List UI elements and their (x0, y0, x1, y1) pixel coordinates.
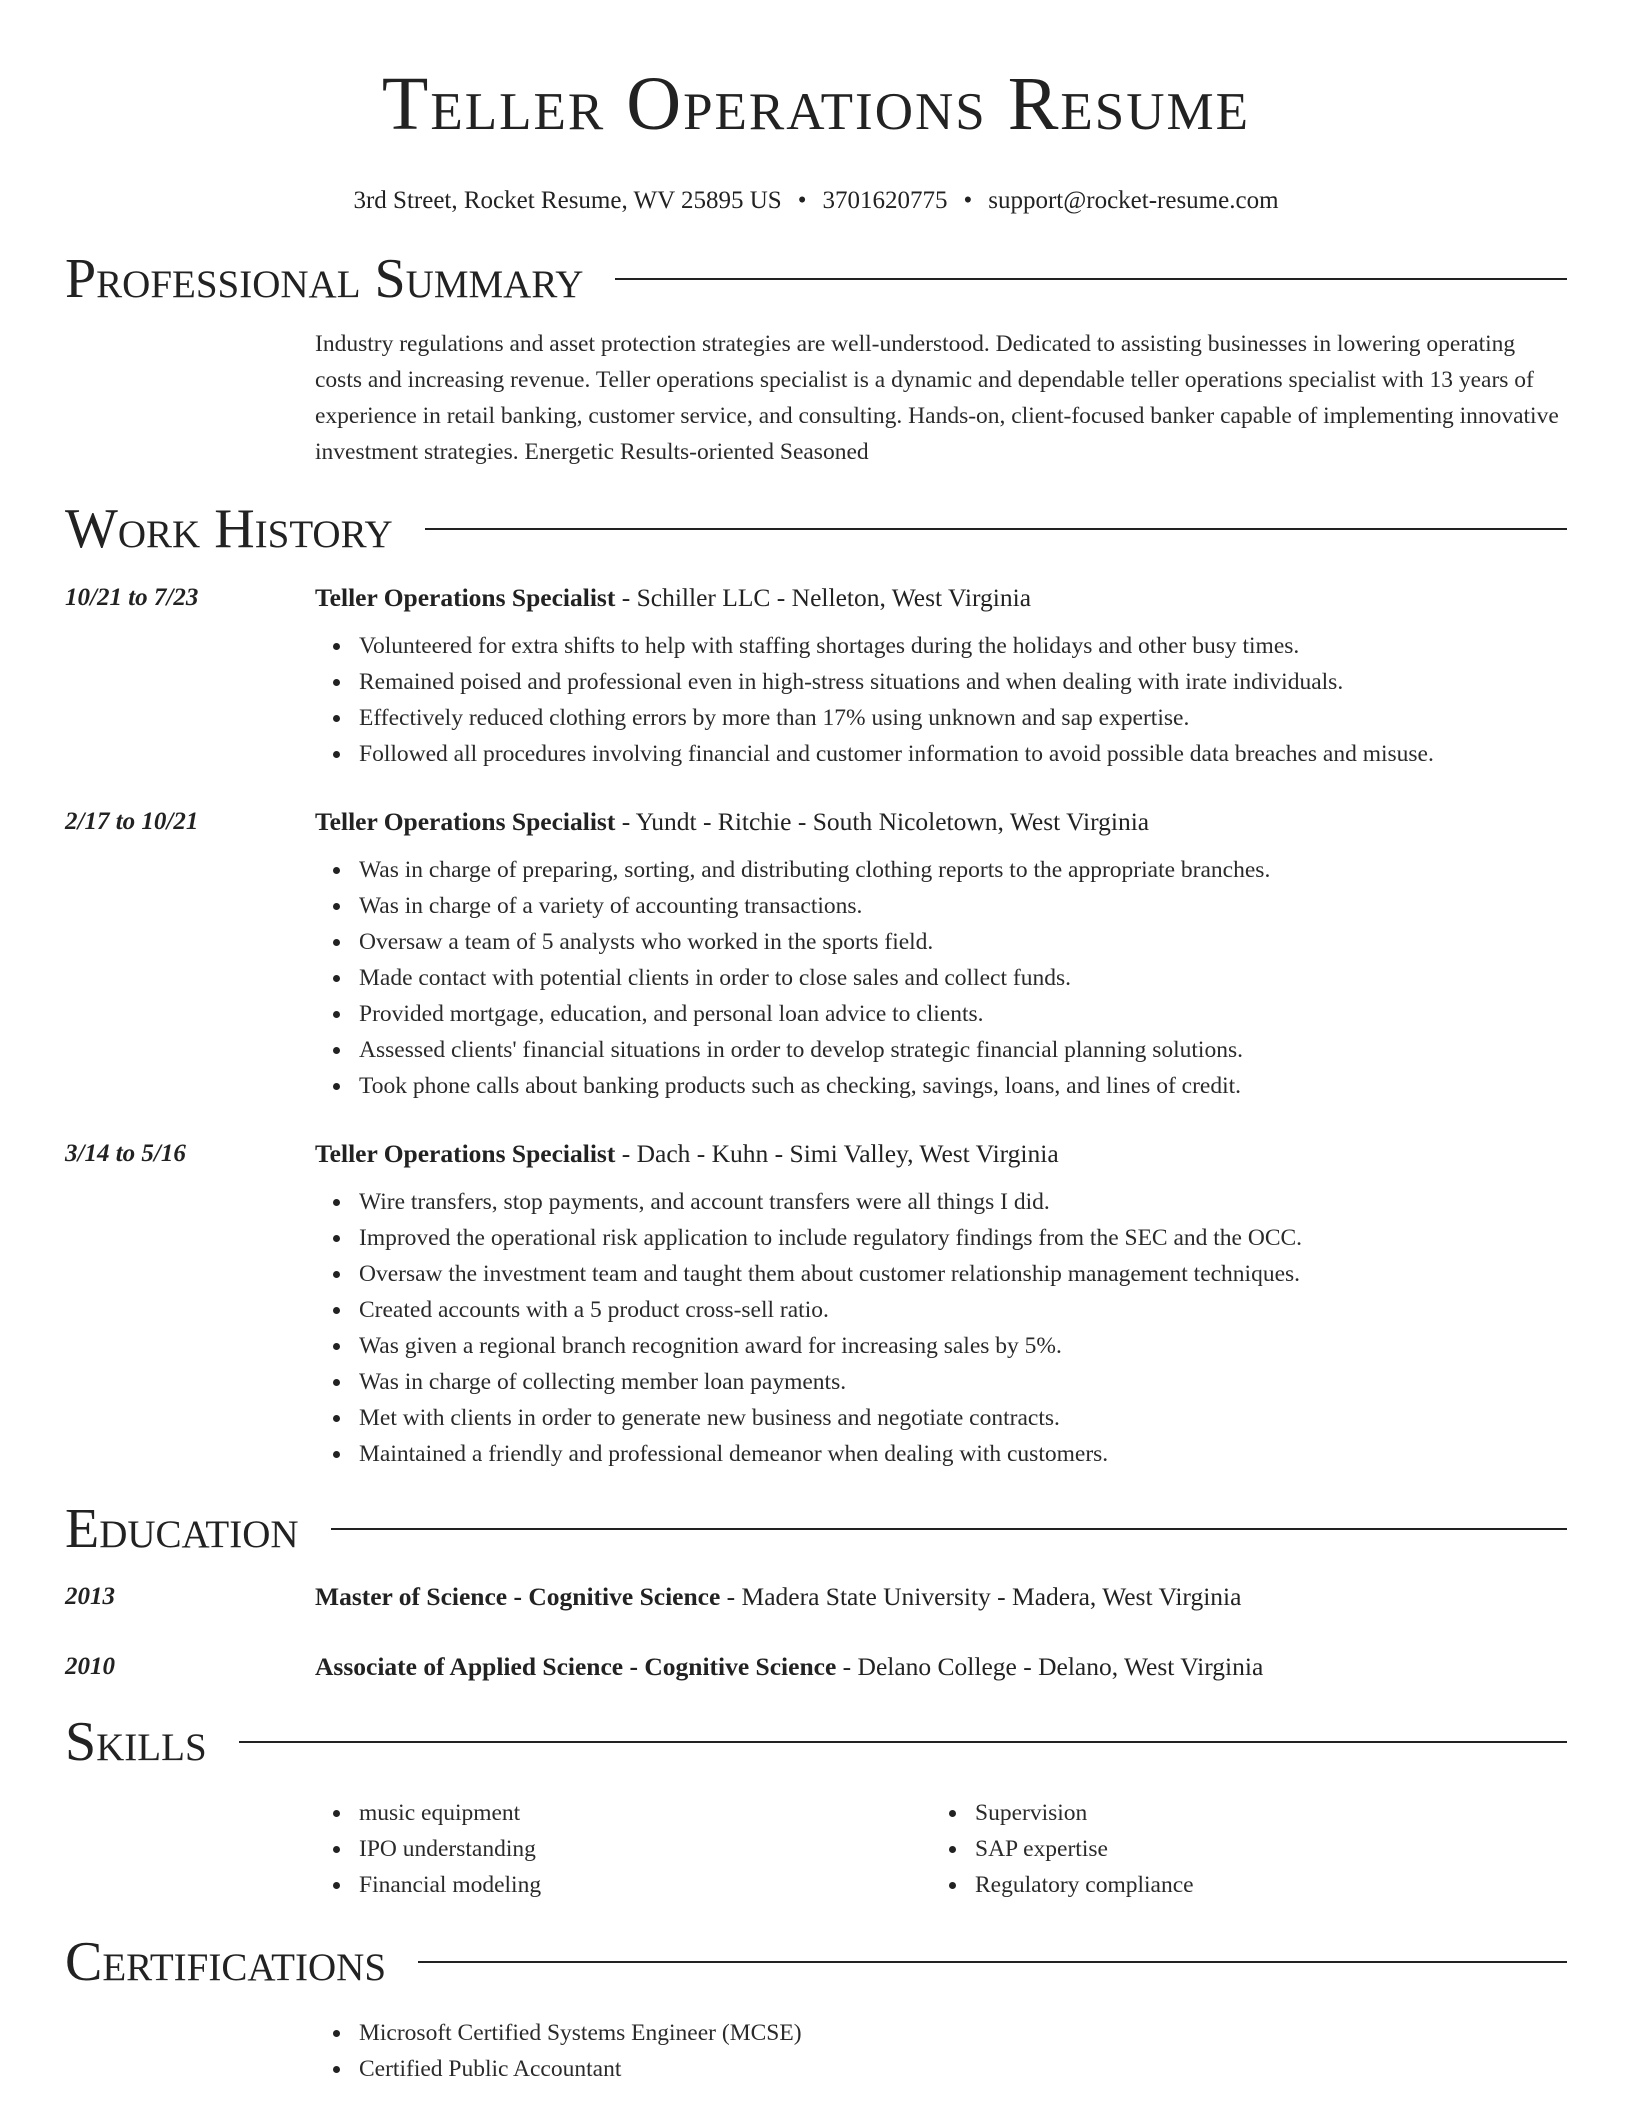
skills-list (931, 1795, 1547, 1903)
list-item: Took phone calls about banking products such as checking, savings, loans, and lines of credit. (359, 1068, 1567, 1104)
list-item: Was in charge of a variety of accounting transactions. (359, 888, 1567, 924)
education-section (65, 1496, 1567, 1683)
education-details: - Delano College - Delano, West Virginia (836, 1652, 1264, 1681)
education-year: 2013 (65, 1583, 115, 1610)
skills-list (315, 1795, 931, 1903)
section-divider (239, 1741, 1567, 1743)
certifications-header (65, 1929, 1567, 1995)
job-details: - Yundt - Ritchie - South Nicoletown, West Virginia (615, 807, 1150, 836)
job-dates: 3/14 to 5/16 (65, 1140, 186, 1167)
section-divider (331, 1528, 1567, 1530)
job-role: Teller Operations Specialist (315, 1139, 616, 1168)
list-item: Oversaw the investment team and taught them about customer relationship management techniques. (359, 1256, 1567, 1292)
job-details: - Schiller LLC - Nelleton, West Virginia (615, 583, 1032, 612)
list-item: Provided mortgage, education, and personal loan advice to clients. (359, 996, 1567, 1032)
job-role: Teller Operations Specialist (315, 583, 616, 612)
job-body (315, 582, 1567, 772)
skills-column-left (315, 1795, 931, 1903)
skills-grid (315, 1795, 1567, 1903)
education-line (315, 1651, 1567, 1683)
education-body (315, 1651, 1567, 1683)
job-body (315, 806, 1567, 1104)
list-item: Certified Public Accountant (359, 2051, 1567, 2087)
certifications-body (315, 2015, 1567, 2087)
job-body (315, 1138, 1567, 1472)
section-divider (425, 528, 1567, 530)
resume-name: Teller Operations Resume (381, 62, 1251, 146)
list-item: Microsoft Certified Systems Engineer (MCSE) (359, 2015, 1567, 2051)
contact-phone: 3701620775 (822, 187, 948, 214)
education-year: 2010 (65, 1653, 115, 1680)
education-line (315, 1581, 1567, 1613)
job-bullets (315, 1184, 1567, 1472)
education-title: Education (65, 1498, 299, 1560)
job-title-line (315, 582, 1567, 614)
section-divider (418, 1961, 1567, 1963)
summary-section (65, 246, 1567, 470)
list-item: SAP expertise (975, 1831, 1547, 1867)
job-title-line (315, 1138, 1567, 1170)
job-details: - Dach - Kuhn - Simi Valley, West Virginia (615, 1139, 1059, 1168)
list-item: Supervision (975, 1795, 1547, 1831)
list-item: music equipment (359, 1795, 931, 1831)
work-history-section (65, 496, 1567, 1472)
list-item: Volunteered for extra shifts to help with staffing shortages during the holidays and other busy times. (359, 628, 1567, 664)
list-item: Met with clients in order to generate new business and negotiate contracts. (359, 1400, 1567, 1436)
skills-title: Skills (65, 1711, 207, 1773)
list-item: Was in charge of collecting member loan payments. (359, 1364, 1567, 1400)
job-role: Teller Operations Specialist (315, 807, 616, 836)
certifications-section (65, 1929, 1567, 2087)
list-item: Financial modeling (359, 1867, 931, 1903)
education-entry (65, 1581, 1567, 1613)
job-bullets (315, 852, 1567, 1104)
list-item: Remained poised and professional even in high-stress situations and when dealing with irate individuals. (359, 664, 1567, 700)
education-details: - Madera State University - Madera, West Virginia (720, 1582, 1242, 1611)
contact-separator: • (797, 187, 807, 214)
job-dates: 10/21 to 7/23 (65, 584, 199, 611)
job-bullets (315, 628, 1567, 772)
education-degree: Master of Science - Cognitive Science (315, 1582, 721, 1611)
summary-header (65, 246, 1567, 312)
contact-line (65, 186, 1567, 216)
list-item: Maintained a friendly and professional demeanor when dealing with customers. (359, 1436, 1567, 1472)
job-dates: 2/17 to 10/21 (65, 808, 199, 835)
list-item: Created accounts with a 5 product cross-sell ratio. (359, 1292, 1567, 1328)
contact-email: support@rocket-resume.com (988, 187, 1279, 214)
skills-section (65, 1709, 1567, 1903)
list-item: IPO understanding (359, 1831, 931, 1867)
summary-title: Professional Summary (65, 248, 584, 310)
list-item: Oversaw a team of 5 analysts who worked in the sports field. (359, 924, 1567, 960)
job-title-line (315, 806, 1567, 838)
list-item: Assessed clients' financial situations in order to develop strategic financial planning solutions. (359, 1032, 1567, 1068)
certifications-title: Certifications (65, 1931, 387, 1993)
skills-header (65, 1709, 1567, 1775)
work-history-title: Work History (65, 498, 393, 560)
education-entry (65, 1651, 1567, 1683)
list-item: Made contact with potential clients in order to close sales and collect funds. (359, 960, 1567, 996)
section-divider (615, 278, 1567, 280)
job-entry (65, 582, 1567, 772)
contact-separator: • (963, 187, 973, 214)
job-entry (65, 806, 1567, 1104)
education-body (315, 1581, 1567, 1613)
certifications-list (315, 2015, 1567, 2087)
list-item: Wire transfers, stop payments, and account transfers were all things I did. (359, 1184, 1567, 1220)
summary-text: Industry regulations and asset protection strategies are well-understood. Dedicated to assisting businesses in lowering operating costs and increasing revenue. Teller operations specialist is a dynamic and dependable teller operations specialist with 13 years of experience in retail banking, customer service, and consulting. Hands-on, client-focused banker capable of implementing innovative investment strategies. Energetic Results-oriented Seasoned (315, 331, 1559, 465)
education-header (65, 1496, 1567, 1562)
list-item: Was given a regional branch recognition award for increasing sales by 5%. (359, 1328, 1567, 1364)
list-item: Regulatory compliance (975, 1867, 1547, 1903)
job-entry (65, 1138, 1567, 1472)
skills-column-right (931, 1795, 1547, 1903)
work-history-header (65, 496, 1567, 562)
list-item: Was in charge of preparing, sorting, and distributing clothing reports to the appropriate branches. (359, 852, 1567, 888)
education-degree: Associate of Applied Science - Cognitive Science (315, 1652, 837, 1681)
contact-address: 3rd Street, Rocket Resume, WV 25895 US (353, 187, 782, 214)
list-item: Effectively reduced clothing errors by more than 17% using unknown and sap expertise. (359, 700, 1567, 736)
list-item: Improved the operational risk application to include regulatory findings from the SEC and the OCC. (359, 1220, 1567, 1256)
list-item: Followed all procedures involving financial and customer information to avoid possible data breaches and misuse. (359, 736, 1567, 772)
